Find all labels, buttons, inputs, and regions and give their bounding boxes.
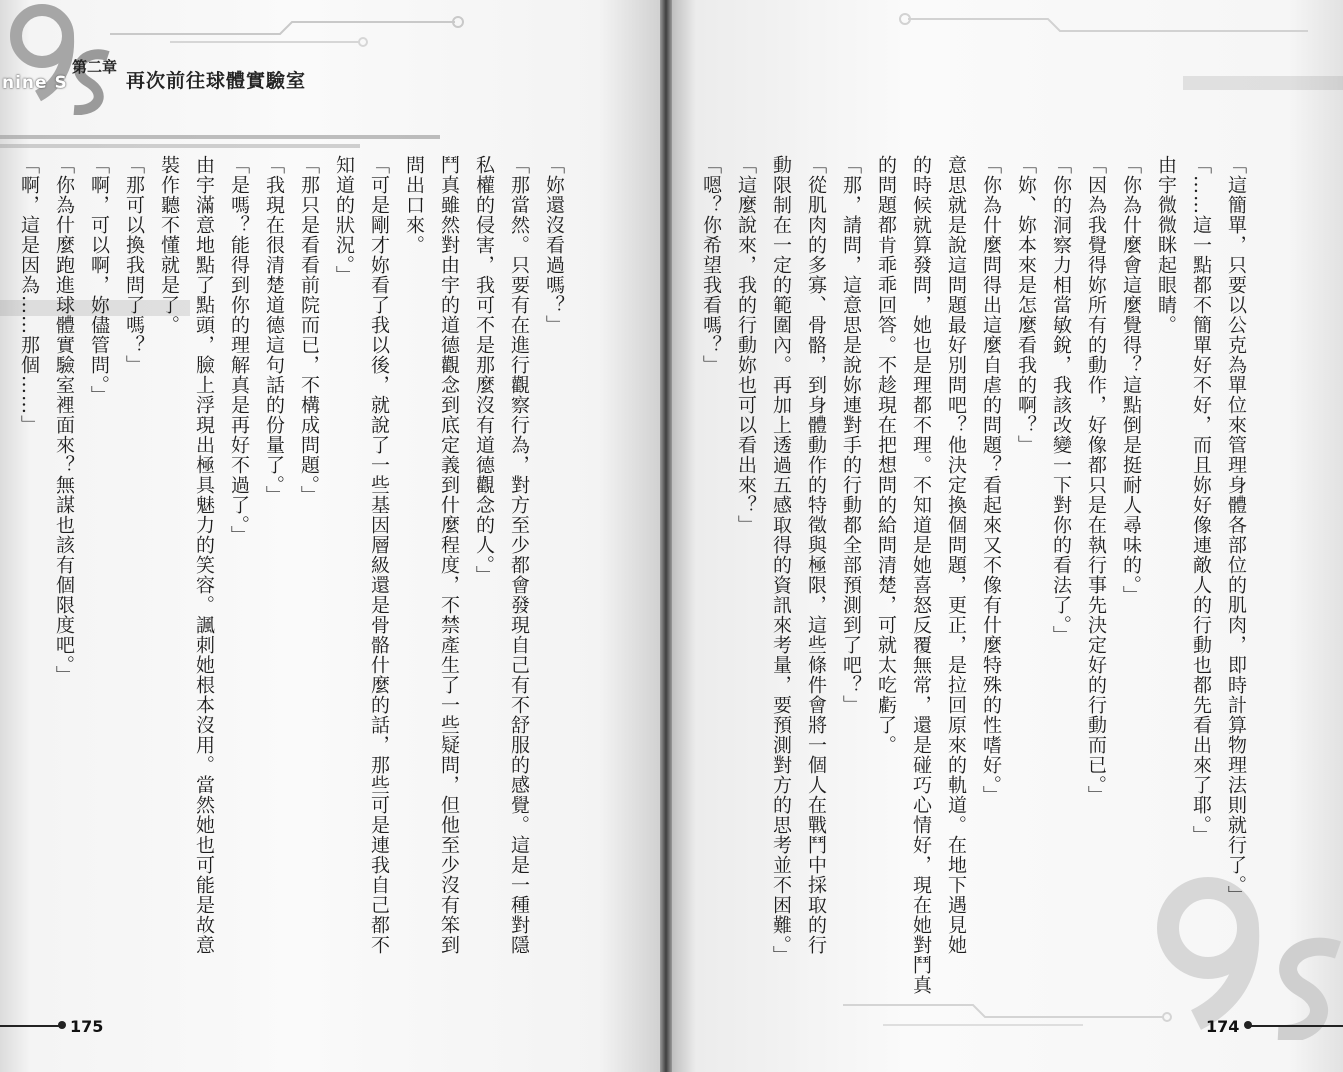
text-line: 「這麼說來，我的行動妳也可以看出來？」 [735, 155, 757, 535]
text-line: 「這簡單，只要以公克為單位來管理身體各部位的肌肉，即時計算物理法則就行了。」 [1225, 155, 1247, 906]
text-line: 動限制在一定的範圍內。再加上透過五感取得的資訊來考量，要預測對方的思考並不困難。」 [770, 155, 792, 966]
chapter-title: 再次前往球體實驗室 [126, 70, 307, 92]
text-line: 私權的侵害，我可不是那麼沒有道德觀念的人。」 [473, 155, 495, 586]
text-line: 「啊，這是因為……那個……」 [18, 155, 40, 435]
folio-dot [58, 1021, 66, 1029]
right-body-text [700, 155, 1253, 995]
text-line: 知道的狀況。」 [333, 155, 355, 286]
circuit-pattern-icon [110, 8, 470, 48]
text-line: 「你為什麼跑進球體實驗室裡面來？無謀也該有個限度吧。」 [53, 155, 75, 686]
right-page [668, 0, 1343, 1072]
text-line: 由宇滿意地點了點頭，臉上浮現出極具魅力的笑容。諷刺她根本沒用。當然她也可能是故意 [193, 155, 215, 955]
text-line: 「可是剛才妳看了我以後，就說了一些基因層級還是骨骼什麼的話，那些可是連我自己都不 [368, 155, 390, 955]
chapter-number: 第二章 [72, 58, 118, 76]
text-line: 「你為什麼會這麼覺得？這點倒是挺耐人尋味的。」 [1120, 155, 1142, 606]
circuit-pattern-icon [843, 995, 1173, 1035]
text-line: 鬥真雖然對由宇的道德觀念到底定義到什麼程度，不禁產生了一些疑問，但他至少沒有笨到 [438, 155, 460, 955]
left-body-text [18, 155, 571, 995]
left-page [0, 0, 664, 1072]
text-line: 「我現在很清楚道德這句話的份量了。」 [263, 155, 285, 506]
header-band [0, 135, 440, 139]
book-gutter [660, 0, 672, 1072]
text-line: 「嗯？你希望我看嗎？」 [700, 155, 722, 375]
text-line: 「妳、妳本來是怎麼看我的啊？」 [1015, 155, 1037, 455]
text-line: 裝作聽不懂就是了。 [158, 155, 180, 335]
text-line: 「啊，可以啊，妳儘管問。」 [88, 155, 110, 406]
text-line: 「那當然。只要有在進行觀察行為，對方至少都會發現自己有不舒服的感覺。這是一種對隱 [508, 155, 530, 955]
scan-shadow [1183, 76, 1343, 90]
text-line: 的時候就算發問，她也是理都不理。不知道是她喜怒反覆無常，還是碰巧心情好，現在她對鬥真 [910, 155, 932, 995]
text-line: 「妳還沒看過嗎？」 [543, 155, 565, 335]
text-line: 「那可以換我問了嗎？」 [123, 155, 145, 375]
text-line: 「從肌肉的多寡、骨骼，到身體動作的特徵與極限，這些條件會將一個人在戰鬥中採取的行 [805, 155, 827, 955]
text-line: 由宇微微眯起眼睛。 [1155, 155, 1177, 335]
text-line: 「因為我覺得妳所有的動作，好像都只是在執行事先決定好的行動而已。」 [1085, 155, 1107, 806]
text-line: 「你的洞察力相當敏銳，我該改變一下對你的看法了。」 [1050, 155, 1072, 646]
circuit-pattern-icon [898, 5, 1318, 45]
header-band-shadow [0, 144, 360, 148]
page-number: 175 [70, 1017, 104, 1036]
folio-rule [0, 1025, 62, 1027]
text-line: 的問題都肯乖乖回答。不趁現在把想問的給問清楚，可就太吃虧了。 [875, 155, 897, 755]
text-line: 「那，請問，這意思是說妳連對手的行動都全部預測到了吧？」 [840, 155, 862, 715]
page-number: 174 [1206, 1017, 1240, 1036]
text-line: 意思就是說這問題最好別問吧？他決定換個問題，更正，是拉回原來的軌道。在地下遇見她 [945, 155, 967, 955]
text-line: 問出口來。 [403, 155, 425, 255]
text-line: 「那只是看看前院而已，不構成問題。」 [298, 155, 320, 506]
text-line: 「……這一點都不簡單好不好，而且妳好像連敵人的行動也都先看出來了耶。」 [1190, 155, 1212, 846]
text-line: 「你為什麼問得出這麼自虐的問題？看起來又不像有什麼特殊的性嗜好。」 [980, 155, 1002, 806]
folio-rule [1250, 1025, 1343, 1027]
text-line: 「是嗎？能得到你的理解真是再好不過了。」 [228, 155, 250, 546]
logo-text: nine S [2, 73, 68, 93]
